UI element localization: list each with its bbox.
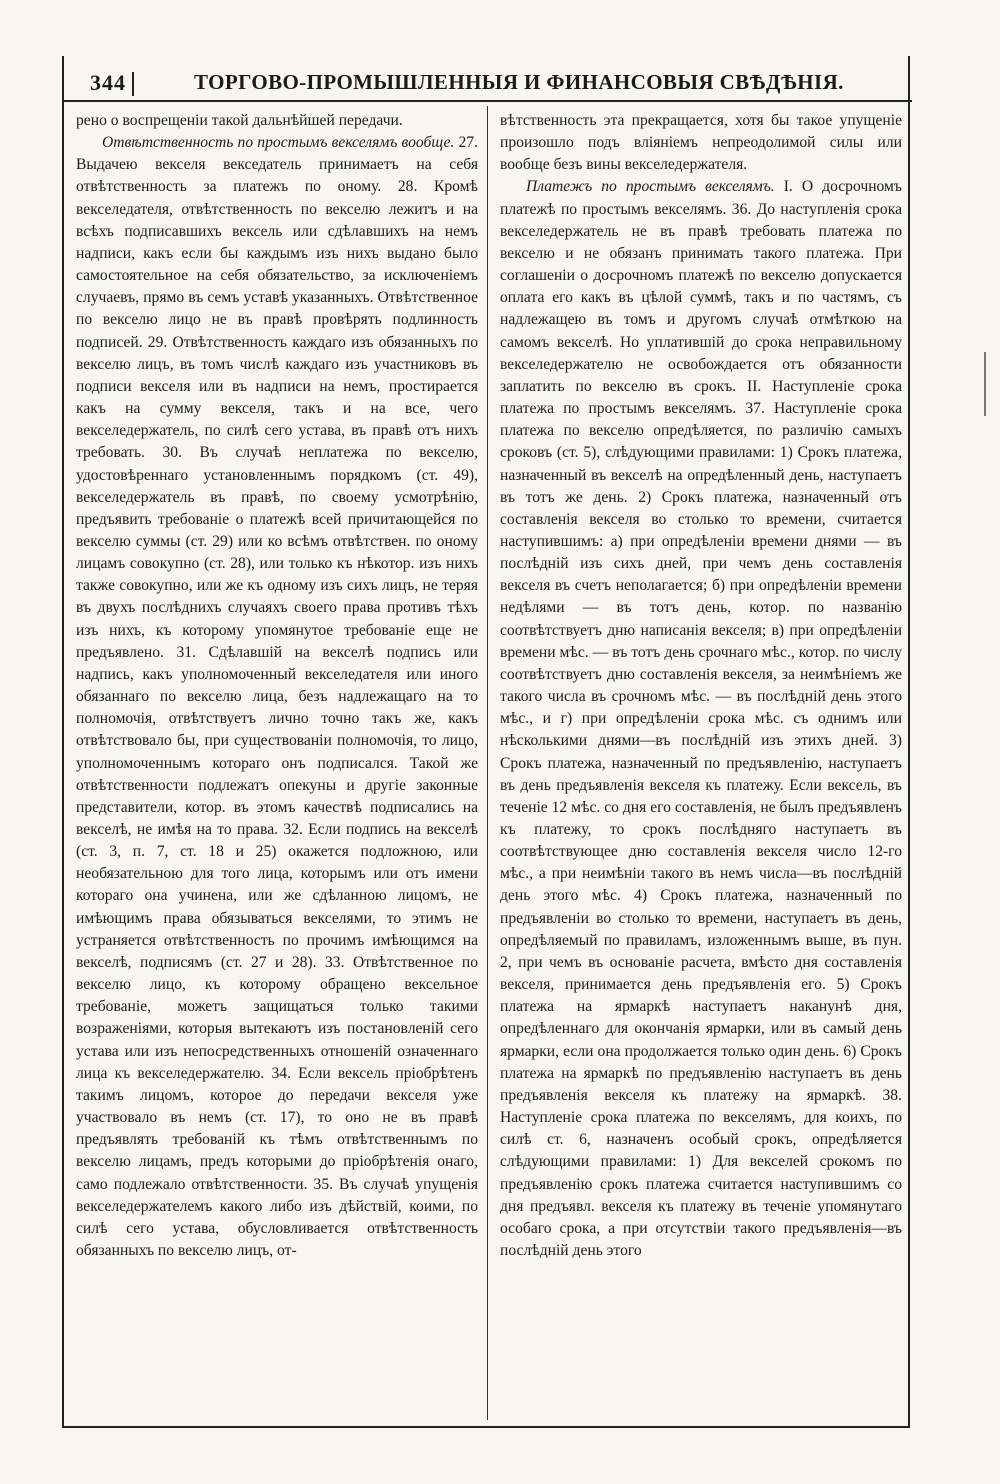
paragraph-liability-text: 27. Выдачею векселя векседатель принимаетъ на себя отвѣтственность за платежъ по оному. 28. Кромѣ векселедателя, отвѣтственность по векселю лежитъ и на всѣхъ подписавшихъ вексель или сдѣлавшихъ на немъ надписи, какъ если бы каждымъ изъ нихъ выдано было самостоятельное на себя обязательство, за исключеніемъ случаевъ, прямо въ семъ уставѣ указанныхъ. Отвѣтственное по векселю лицо не въ правѣ провѣрять подлинность подписей. 29. Отвѣтственность каждаго изъ обязанныхъ по векселю лицъ, въ томъ числѣ каждаго изъ участниковъ въ подписи векселя или въ надписи на немъ, простирается какъ на сумму векселя, такъ и на все, чего векселедержатель, по силѣ сего устава, въ правѣ отъ нихъ требовать. 30. Въ случаѣ неплатежа по векселю, удостовѣреннаго установленнымъ порядкомъ (ст. 49), векселедержатель въ правѣ, по своему усмотрѣнію, предъявить требованіе о платежѣ всей причитающейся по векселю суммы (ст. 29) или ко всѣмъ отвѣтствен. по оному лицамъ совокупно (ст. 28), или только къ нѣкотор. изъ нихъ также совокупно, или же къ одному изъ сихъ лицъ, не теряя въ двухъ послѣднихъ случаяхъ своего права противъ тѣхъ изъ нихъ, къ которому упомянутое требованіе еще не предъявлено. 31. Сдѣлавшій на векселѣ подпись или надпись, какъ уполномоченный векселедателя или иного обязаннаго по векселю лица, безъ надлежащаго на то полномочія, отвѣтствуетъ лично точно такъ же, какъ отвѣтствовало бы, при существованіи полномочія, то лицо, уполномоченнымъ котораго онъ подписался. Такой же отвѣтственности подлежатъ опекуны и другіе законные представители, котор. въ этомъ качествѣ подписались на векселѣ, не имѣя на то права. 32. Если подпись на векселѣ (ст. 3, п. 7, ст. 18 и 25) окажется подложною, или необязательною для того лица, которымъ или отъ имени котораго она учинена, или же сдѣланною лицомъ, не имѣющимъ права обязываться векселями, то этимъ не устраняется отвѣтственность по прочимъ имѣющимся на векселѣ, подписямъ (ст. 27 и 28). 33. Отвѣтственное по векселю лицо, къ которому обращено вексельное требованіе, можетъ защищаться только такими возраженіями, которыя вытекаютъ изъ постановленій сего устава или изъ непосредственныхъ отношеній означеннаго лица къ векселедержателю. 34. Если вексель пріобрѣтенъ такимъ лицомъ, которое до передачи векселя уже участвовало въ немъ (ст. 17), то оно не въ правѣ предъявлять требованій къ тѣмъ отвѣтственнымъ по векселю лицамъ, предъ которыми до пріобрѣтенія онаго, само подлежало отвѣтственности. 35. Въ случаѣ упущенія векселедержателемъ какого либо изъ дѣйствій, коими, по силѣ сего устава, обусловливается отвѣтственность обязанныхъ по векселю лицъ, от-	[76, 134, 478, 1259]
section-heading-payment: Платежъ по простымъ векселямъ.	[526, 178, 775, 196]
paragraph-continuation: рено о воспрещеніи такой дальнѣйшей передачи.	[76, 112, 403, 129]
page-frame	[62, 56, 910, 1428]
running-title: ТОРГОВО-ПРОМЫШЛЕННЫЯ И ФИНАНСОВЫЯ СВѢДѢНІЯ.	[194, 70, 844, 94]
paragraph-payment-text: I. О досрочномъ платежѣ по простымъ векселямъ. 36. До наступленія срока векселедержатель не въ правѣ требовать платежа по векселю и не обязанъ принимать такого платежа. При соглашеніи о досрочномъ платежѣ по векселю допускается оплата его какъ въ цѣлой суммѣ, такъ и по частямъ, съ надлежащею въ томъ и другомъ случаѣ отмѣткою на самомъ векселѣ. Но уплатившій до срока неправильному векселедержателю не освобождается отъ обязанности заплатить по векселю въ срокъ. II. Наступленіе срока платежа по простымъ векселямъ. 37. Наступленіе срока платежа по векселю опредѣляется, по различію самыхъ сроковъ (ст. 5), слѣдующими правилами: 1) Срокъ платежа, назначенный въ векселѣ на опредѣленный день, наступаетъ въ тотъ же день. 2) Срокъ платежа, назначенный отъ составленія векселя во столько то времени, считается наступившимъ: а) при опредѣленіи времени днями — въ послѣдній изъ сихъ дней, при чемъ день составленія векселя въ счетъ неполагается; б) при опредѣленіи времени недѣлями — въ тотъ день, котор. по названію соотвѣтствуетъ дню написанія векселя; в) при опредѣленіи времени мѣс. — въ тотъ день срочнаго мѣс., котор. по числу соотвѣтствуетъ дню составленія векселя, за неимѣніемъ же такого числа въ срочномъ мѣс. — въ послѣдній день этого мѣс., и г) при опредѣленіи срока мѣс. съ однимъ или нѣсколькими днями—въ послѣдній изъ этихъ дней. 3) Срокъ платежа, назначенный по предъявленію, наступаетъ въ день предъявленія векселя къ платежу. Если вексель, въ теченіе 12 мѣс. со дня его составленія, не былъ предъявленъ къ платежу, то срокъ послѣдняго наступаетъ въ соотвѣтствующее дню составленія векселя число 12-го мѣс., а при неимѣніи такого въ немъ числа—въ послѣдній день этого мѣс. 4) Срокъ платежа, назначенный по предъявленіи во столько то времени, наступаетъ въ день, опредѣляемый по правиламъ, изложеннымъ выше, въ пун. 2, при чемъ въ основаніе расчета, вмѣсто дня составленія векселя, принимается день предъявленія его. 5) Срокъ платежа на ярмаркѣ наступаетъ наканунѣ дня, опредѣленнаго для окончанія ярмарки, или въ самый день ярмарки, если она продолжается только один день. 6) Срокъ платежа на ярмаркѣ по предъявленію наступаетъ въ день предъявленія векселя къ платежу на ярмаркѣ. 38. Наступленіе срока платежа по векселямъ, для коихъ, по силѣ ст. 6, назначенъ особый срокъ, опредѣляется слѣдующими правилами: 1) Для векселей срокомъ по предъявленію срокъ платежа считается наступившимъ со дня предъявл. векселя къ платежу въ теченіе упомянутаго особаго срока, а при отсутствіи такого предъявленія—въ послѣдній день этого	[500, 178, 902, 1259]
running-header	[64, 62, 912, 102]
column-divider	[487, 106, 488, 1420]
page-number: 344	[90, 70, 126, 95]
left-column	[76, 110, 478, 1410]
right-column	[500, 110, 902, 1410]
paragraph-payment	[500, 176, 902, 1262]
paragraph-liability	[76, 132, 478, 1262]
section-heading-liability: Отвѣтственность по простымъ векселямъ вообще.	[102, 134, 455, 152]
margin-mark	[984, 352, 986, 416]
paragraph-continuation-right: вѣтственность эта прекращается, хотя бы такое упущеніе произошло подъ вліяніемъ непреодолимой силы или вообще безъ вины векселедержателя.	[500, 112, 902, 174]
